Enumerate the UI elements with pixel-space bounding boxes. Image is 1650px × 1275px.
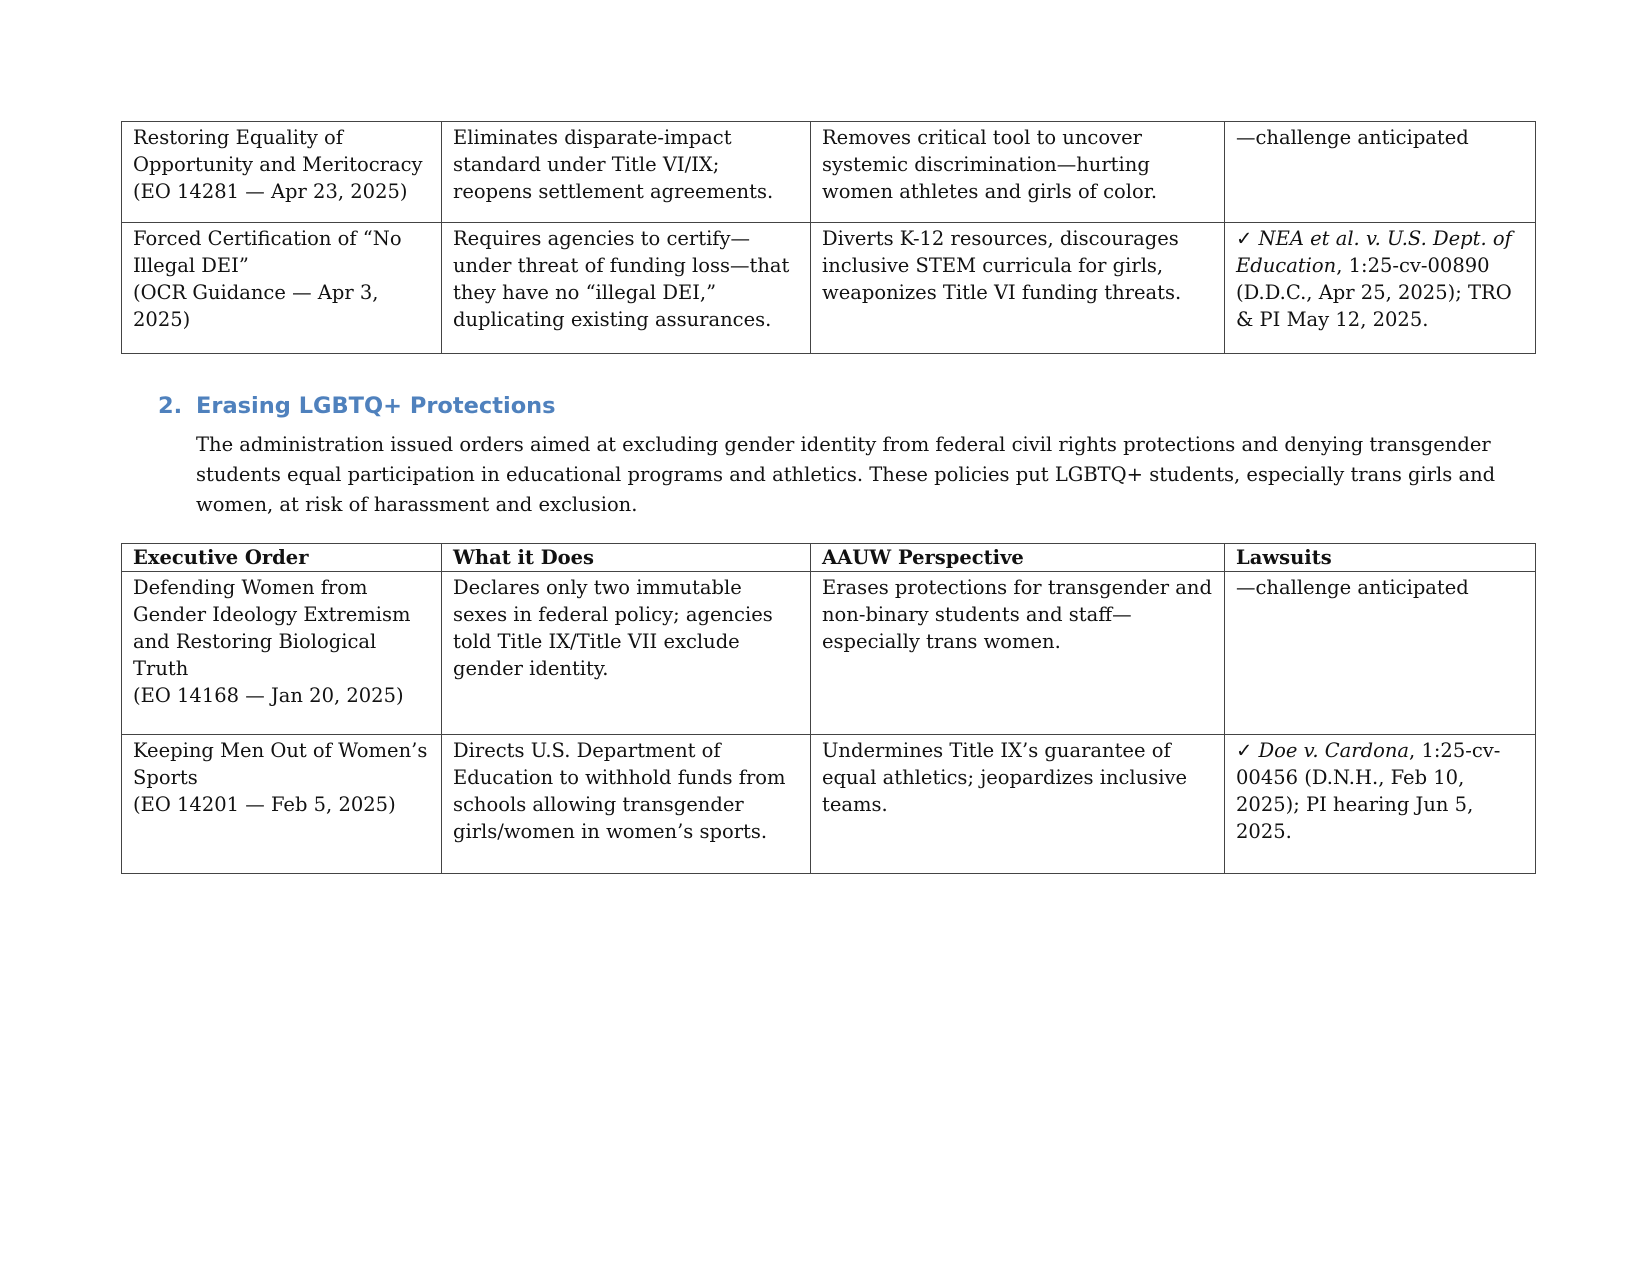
case-details: , 1:25-cv-00456 (D.N.H., Feb 10, 2025); PI hearing Jun 5, 2025. [1236,739,1501,843]
lgbtq-executive-orders-table [121,543,1536,874]
executive-orders-table-continued [121,121,1536,354]
case-details: , 1:25-cv-00890 (D.D.C., Apr 25, 2025); TRO & PI May 12, 2025. [1236,254,1512,331]
aauw-perspective-cell: Erases protections for transgender and non-binary students and staff—especially trans women. [811,572,1225,735]
column-header-aauw-perspective: AAUW Perspective [811,544,1225,572]
case-name: NEA et al. v. U.S. Dept. of Education [1236,227,1512,277]
section-title: Erasing LGBTQ+ Protections [196,393,556,419]
column-header-what-it-does: What it Does [442,544,811,572]
aauw-perspective-cell: Undermines Title IX’s guarantee of equal athletics; jeopardizes inclusive teams. [811,735,1225,874]
lawsuits-cell [1225,223,1536,354]
aauw-perspective-cell: Removes critical tool to uncover systemic discrimination—hurting women athletes and girls of color. [811,122,1225,223]
checkmark-icon: ✓ [1236,739,1253,762]
table-row [122,735,1536,874]
column-header-executive-order: Executive Order [122,544,442,572]
aauw-perspective-cell: Diverts K-12 resources, discourages inclusive STEM curricula for girls, weaponizes Title VI funding threats. [811,223,1225,354]
column-header-lawsuits: Lawsuits [1225,544,1536,572]
lawsuits-cell: —challenge anticipated [1225,572,1536,735]
case-name: Doe v. Cardona [1258,739,1410,762]
what-it-does-cell: Requires agencies to certify—under threat of funding loss—that they have no “illegal DEI,” duplicating existing assurances. [442,223,811,354]
executive-order-cell: Defending Women from Gender Ideology Extremism and Restoring Biological Truth (EO 14168 — Jan 20, 2025) [122,572,442,735]
checkmark-icon: ✓ [1236,227,1253,250]
section-paragraph: The administration issued orders aimed at excluding gender identity from federal civil rights protections and denying transgender students equal participation in educational programs and athletics. These policies put LGBTQ+ students, especially trans girls and women, at risk of harassment and exclusion. [196,433,1496,516]
what-it-does-cell: Declares only two immutable sexes in federal policy; agencies told Title IX/Title VII exclude gender identity. [442,572,811,735]
table-row [122,122,1536,223]
lawsuits-cell [1225,735,1536,874]
what-it-does-cell: Directs U.S. Department of Education to withhold funds from schools allowing transgender girls/women in women’s sports. [442,735,811,874]
lawsuits-cell: —challenge anticipated [1225,122,1536,223]
executive-order-cell: Forced Certification of “No Illegal DEI” (OCR Guidance — Apr 3, 2025) [122,223,442,354]
what-it-does-cell: Eliminates disparate-impact standard under Title VI/IX; reopens settlement agreements. [442,122,811,223]
table-header-row [122,544,1536,572]
table-row [122,572,1536,735]
executive-order-cell: Keeping Men Out of Women’s Sports (EO 14201 — Feb 5, 2025) [122,735,442,874]
section-heading [158,393,556,419]
table-row [122,223,1536,354]
executive-order-cell: Restoring Equality of Opportunity and Meritocracy (EO 14281 — Apr 23, 2025) [122,122,442,223]
section-number: 2. [158,393,183,419]
